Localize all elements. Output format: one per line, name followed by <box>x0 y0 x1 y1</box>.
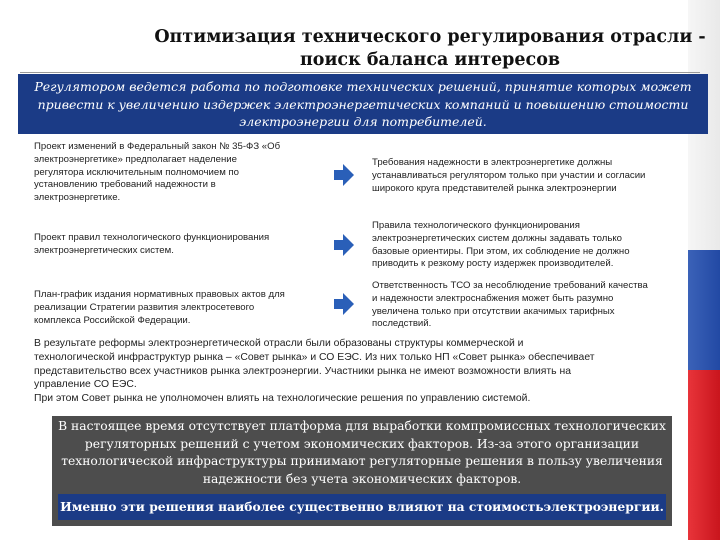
row-1-project-line: электроэнергетике. <box>34 192 121 204</box>
row-1-position-line: широкого круга представителей рынка электроэнергии <box>372 182 617 194</box>
conclusion-line: надежности без учета экономических факторов. <box>202 471 522 486</box>
arrow-right-icon <box>334 293 354 315</box>
row-1-project-line: электроэнергетике» предполагает наделение <box>34 153 237 165</box>
row-1-project-line: Проект изменений в Федеральный закон № 35-ФЗ «Об <box>34 141 281 152</box>
row-3-position-line: и надежности электроснабжения может быть разумно <box>372 292 614 304</box>
result-line: В результате реформы электроэнергетической отрасли были образованы структуры коммерческой и <box>34 338 524 349</box>
row-2-position-line: электроэнергетических систем должны задавать только <box>372 232 622 244</box>
row-3-project-line: реализации Стратегии развития электросетевого <box>34 301 255 313</box>
row-2-project-line: электроэнергетических систем. <box>34 244 174 256</box>
result-line: управление СО ЕЭС. <box>34 379 137 391</box>
row-1-position-line: Требования надежности в электроэнергетике должны <box>372 157 613 168</box>
conclusion-emphasis: Именно эти решения наиболее существенно влияют на стоимостьэлектроэнергии. <box>58 494 666 520</box>
arrow-right-icon <box>334 164 354 186</box>
row-2-position-line: базовые ориентиры. При этом, их соблюдение не должно <box>372 245 630 257</box>
reform-result-text <box>34 337 678 406</box>
result-line: При этом Совет рынка не уполномочен влиять на технологические решения по управлению системой. <box>34 393 531 405</box>
slide-title <box>150 26 710 72</box>
row-2-project <box>34 232 324 258</box>
row-3-project <box>34 289 324 327</box>
row-2-project-line: Проект правил технологического функционирования <box>34 232 270 243</box>
row-3-project-line: комплекса Российской Федерации. <box>34 314 191 326</box>
row-3-position <box>372 280 678 331</box>
row-1-project-line: регулятора исключительным полномочием по <box>34 166 240 178</box>
row-3-position-line: увеличена только при отсутствии акачимых тарифных <box>372 305 615 317</box>
row-1-position-line: устанавливаться регулятором только при участии и согласии <box>372 169 646 181</box>
banner-line-3: электроэнергии для потребителей. <box>239 114 487 129</box>
flag-stripe-red <box>688 370 720 540</box>
conclusion-line: регуляторных решений с учетом экономических факторов. Из-за этого организации <box>84 436 640 451</box>
result-line: представительство всех участников рынка электроэнергии. Участники рынка не имеют возможности влиять на <box>34 365 571 377</box>
regulator-banner <box>18 74 708 134</box>
row-1-position <box>372 157 678 195</box>
conclusion-line: технологической инфраструктуры принимают регуляторные решения в пользу увеличения <box>61 454 663 468</box>
row-2-position-line: приводить к резкому росту издержек производителей. <box>372 258 614 270</box>
arrow-right-icon <box>334 234 354 256</box>
banner-line-2: привести к увеличению издержек электроэнергетических компаний и повышению стоимости <box>37 96 689 112</box>
banner-line-1: Регулятором ведется работа по подготовке технических решений, принятие которых может <box>34 79 692 94</box>
row-2-position <box>372 220 678 271</box>
row-2-position-line: Правила технологического функционирования <box>372 220 580 231</box>
slide-title-line-2: поиск баланса интересов <box>299 50 561 70</box>
row-1-project-line: установлению требований надежности в <box>34 179 216 191</box>
row-3-project-line: План-график издания нормативных правовых актов для <box>34 289 285 300</box>
title-divider <box>20 72 700 73</box>
conclusion-text <box>52 418 672 488</box>
conclusion-line: В настоящее время отсутствует платформа для выработки компромиссных технологических <box>58 419 666 433</box>
flag-stripe-blue <box>688 250 720 370</box>
slide-title-line-1: Оптимизация технического регулирования отрасли - <box>154 27 706 47</box>
result-line: технологической инфраструктур рынка – «Совет рынка» и СО ЕЭС. Из них только НП «Совет рынка» обеспечивает <box>34 351 595 363</box>
row-3-position-line: Ответственность ТСО за несоблюдение требований качества <box>372 280 648 291</box>
row-1-project <box>34 141 324 205</box>
row-3-position-line: последствий. <box>372 318 432 330</box>
